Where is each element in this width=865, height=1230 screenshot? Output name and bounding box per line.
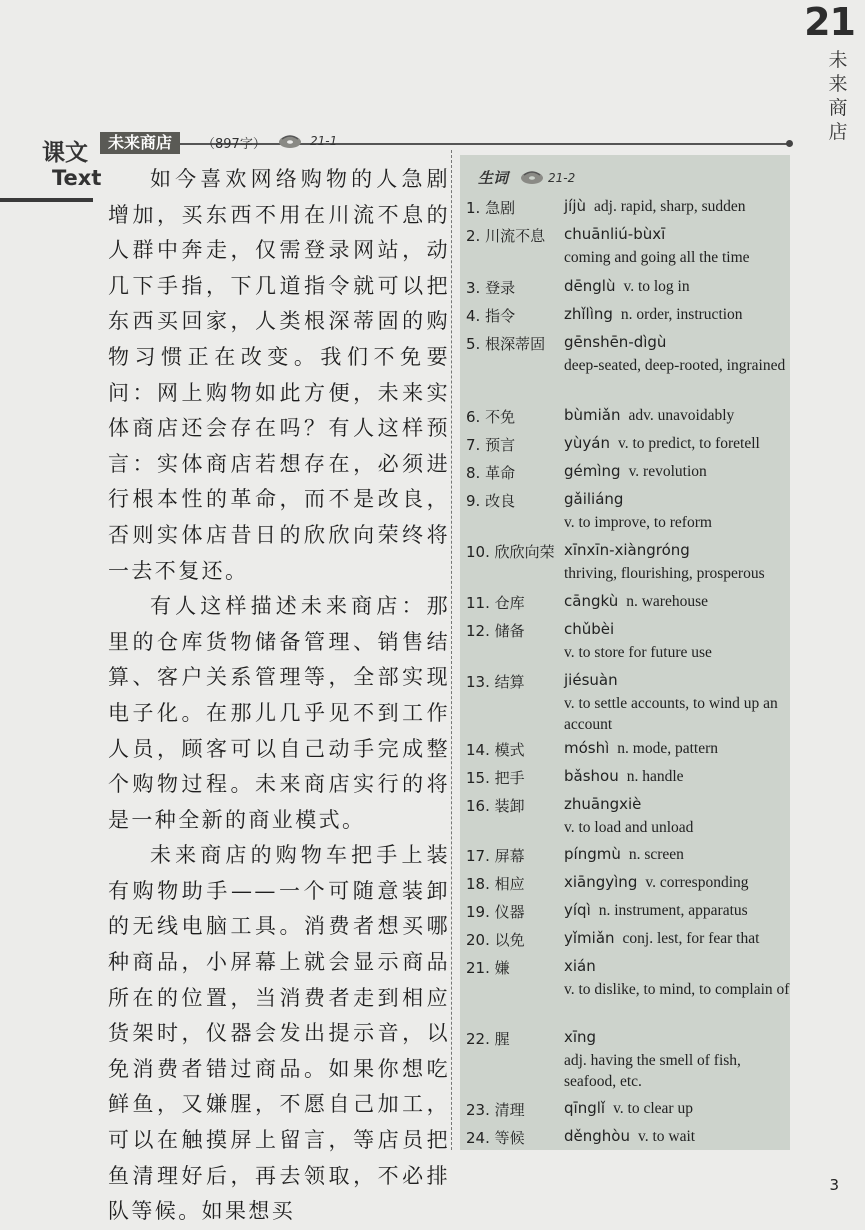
audio-track-label: 21-1 <box>310 134 338 148</box>
vocab-pinyin <box>564 277 690 296</box>
vocab-word: 15. 把手 <box>466 769 525 787</box>
vocab-definition: v. to load and unload <box>564 819 694 836</box>
vocab-word: 21. 嫌 <box>466 959 510 977</box>
text-paragraph: 未来商店的购物车把手上装有购物助手——一个可随意装卸的无线电脑工具。消费者想买哪种商品，小屏幕上就会显示商品所在的位置，当消费者走到相应货架时，仪器会发出提示音，以免消费者错过商品。如果你想吃鲜鱼，又嫌腥，不愿自己加工，可以在触摸屏上留言，等店员把鱼清理好后，再去领取，不必排队等候。如果想买 <box>108 843 450 1224</box>
vocab-pinyin-text: qīnglǐ <box>564 1099 606 1117</box>
vocab-word: 10. 欣欣向荣 <box>466 543 555 561</box>
vocab-pinyin-text: gēnshēn-dìgù <box>564 333 667 351</box>
vocab-pinyin <box>564 541 690 559</box>
vocab-pinyin-text: yíqì <box>564 901 591 919</box>
vocab-pinyin-text: cāngkù <box>564 592 619 610</box>
vocab-word: 9. 改良 <box>466 492 516 510</box>
vocab-pinyin-text: chǔbèi <box>564 620 615 638</box>
vocab-definition: conj. lest, for fear that <box>622 930 760 947</box>
vocab-pinyin <box>564 434 760 453</box>
text-paragraph: 有人这样描述未来商店：那里的仓库货物储备管理、销售结算、客户关系管理等，全部实现电子化。在那儿几乎见不到工作人员，顾客可以自己动手完成整个购物过程。未来商店实行的将是一种全新的商业模式。 <box>108 594 450 832</box>
vocab-pinyin <box>564 901 748 920</box>
vocab-pinyin <box>564 671 618 689</box>
vocab-definition: adj. rapid, sharp, sudden <box>594 198 746 215</box>
vocab-definition: v. to log in <box>623 278 690 295</box>
vocab-heading: 生词 <box>478 169 509 187</box>
vocab-definition: n. handle <box>626 768 684 785</box>
vocab-definition: v. to predict, to foretell <box>617 435 760 452</box>
vocab-word: 13. 结算 <box>466 673 525 691</box>
vocab-pinyin-text: jíjù <box>564 197 587 215</box>
vocab-definition: v. to store for future use <box>564 644 712 661</box>
vocab-word: 11. 仓库 <box>466 594 525 612</box>
vocab-definition: n. screen <box>628 846 684 863</box>
vocab-pinyin-text: móshì <box>564 739 610 757</box>
vocab-pinyin <box>564 929 759 948</box>
vocab-word: 16. 装卸 <box>466 797 525 815</box>
vocab-definition: thriving, flourishing, prosperous <box>564 565 765 582</box>
vocab-word: 19. 仪器 <box>466 903 525 921</box>
vocab-word: 14. 模式 <box>466 741 525 759</box>
vocab-word: 23. 清理 <box>466 1101 525 1119</box>
vocab-pinyin <box>564 1127 695 1146</box>
vocab-pinyin <box>564 592 708 611</box>
vocab-definition: n. warehouse <box>626 593 708 610</box>
vocab-definition: deep-seated, deep-rooted, ingrained <box>564 357 786 374</box>
page-number: 3 <box>829 1176 839 1194</box>
vocab-pinyin-text: bǎshou <box>564 767 619 785</box>
vocab-pinyin-text: zhǐlìng <box>564 305 613 323</box>
vocab-definition: v. corresponding <box>645 874 749 891</box>
vocab-pinyin-text: xián <box>564 957 596 975</box>
vocab-pinyin <box>564 333 666 351</box>
text-body <box>108 162 450 1230</box>
vocab-definition: v. to clear up <box>613 1100 693 1117</box>
vocab-definition: v. to wait <box>637 1128 696 1145</box>
vocab-definition: adj. having the smell of fish, seafood, etc. <box>564 1052 741 1090</box>
vocab-pinyin-text: jiésuàn <box>564 671 618 689</box>
vocab-pinyin-text: yùyán <box>564 434 610 452</box>
side-title: 未来商店 <box>828 49 848 143</box>
vocab-pinyin <box>564 767 684 786</box>
vocab-pinyin-text: gǎiliáng <box>564 490 624 508</box>
vocab-pinyin <box>564 305 743 324</box>
vocab-pinyin-text: píngmù <box>564 845 621 863</box>
vocab-pinyin <box>564 1099 693 1118</box>
vocab-pinyin <box>564 795 641 813</box>
vocab-pinyin <box>564 1028 596 1046</box>
vocab-pinyin-text: bùmiǎn <box>564 406 621 424</box>
vocab-pinyin <box>564 873 749 892</box>
vocab-word: 8. 革命 <box>466 464 516 482</box>
vocab-word: 1. 急剧 <box>466 199 516 217</box>
vocab-pinyin-text: dēnglù <box>564 277 616 295</box>
vocab-definition: v. to improve, to reform <box>564 514 712 531</box>
vocab-pinyin-text: yǐmiǎn <box>564 929 615 947</box>
vocab-word: 5. 根深蒂固 <box>466 335 546 353</box>
vocab-word: 6. 不免 <box>466 408 516 426</box>
text-paragraph: 如今喜欢网络购物的人急剧增加，买东西不用在川流不息的人群中奔走，仅需登录网站，动几下手指，下几道指令就可以把东西买回家，人类根深蒂固的购物习惯正在改变。我们不免要问：网上购物如此方便，未来实体商店还会存在吗？有人这样预言：实体商店若想存在，必须进行根本性的革命，而不是改良，否则实体店昔日的欣欣向荣终将一去不复还。 <box>108 167 450 583</box>
vocab-pinyin-text: děnghòu <box>564 1127 630 1145</box>
vocab-definition: v. to settle accounts, to wind up an account <box>564 695 778 733</box>
vocab-pinyin <box>564 462 707 481</box>
vocab-word: 2. 川流不息 <box>466 227 546 245</box>
vocab-pinyin <box>564 739 718 758</box>
vocab-word: 24. 等候 <box>466 1129 525 1147</box>
vocab-word: 17. 屏幕 <box>466 847 525 865</box>
vocab-pinyin <box>564 490 623 508</box>
lesson-label-cn: 课文 <box>42 140 88 166</box>
lesson-title: 未来商店 <box>100 132 180 154</box>
vocab-pinyin-text: chuānliú-bùxī <box>564 225 666 243</box>
column-divider <box>451 150 452 1150</box>
vocab-pinyin <box>564 845 684 864</box>
vocab-word: 3. 登录 <box>466 279 516 297</box>
vocab-pinyin <box>564 225 665 243</box>
vocab-definition: adv. unavoidably <box>628 407 735 424</box>
vocab-pinyin <box>564 620 614 638</box>
vocab-pinyin <box>564 197 746 216</box>
vocab-pinyin-text: xiāngyìng <box>564 873 638 891</box>
vocab-audio-label: 21-2 <box>548 171 576 185</box>
header-rule-end <box>786 140 793 147</box>
vocab-definition: n. instrument, apparatus <box>598 902 748 919</box>
vocab-word: 18. 相应 <box>466 875 525 893</box>
vocab-definition: n. order, instruction <box>620 306 743 323</box>
vocab-pinyin <box>564 957 596 975</box>
vocab-pinyin <box>564 406 734 425</box>
vocab-pinyin-text: xīng <box>564 1028 597 1046</box>
audio-disc-icon[interactable] <box>520 169 544 185</box>
vocab-pinyin-text: xīnxīn-xiàngróng <box>564 541 690 559</box>
vocab-word: 4. 指令 <box>466 307 516 325</box>
label-underline <box>0 198 93 202</box>
lesson-label-en: Text <box>52 166 102 190</box>
vocab-definition: coming and going all the time <box>564 249 750 266</box>
vocab-definition: v. to dislike, to mind, to complain of <box>564 981 790 998</box>
vocab-panel <box>460 155 790 1150</box>
vocab-word: 7. 预言 <box>466 436 516 454</box>
lesson-number: 21 <box>804 0 855 44</box>
char-count: （897字） <box>202 137 266 152</box>
vocab-word: 22. 腥 <box>466 1030 510 1048</box>
vocab-word: 20. 以免 <box>466 931 525 949</box>
vocab-definition: v. revolution <box>628 463 707 480</box>
vocab-word: 12. 储备 <box>466 622 525 640</box>
vocab-pinyin-text: zhuāngxiè <box>564 795 642 813</box>
vocab-definition: n. mode, pattern <box>617 740 719 757</box>
vocab-pinyin-text: gémìng <box>564 462 621 480</box>
audio-disc-icon[interactable] <box>278 133 302 149</box>
